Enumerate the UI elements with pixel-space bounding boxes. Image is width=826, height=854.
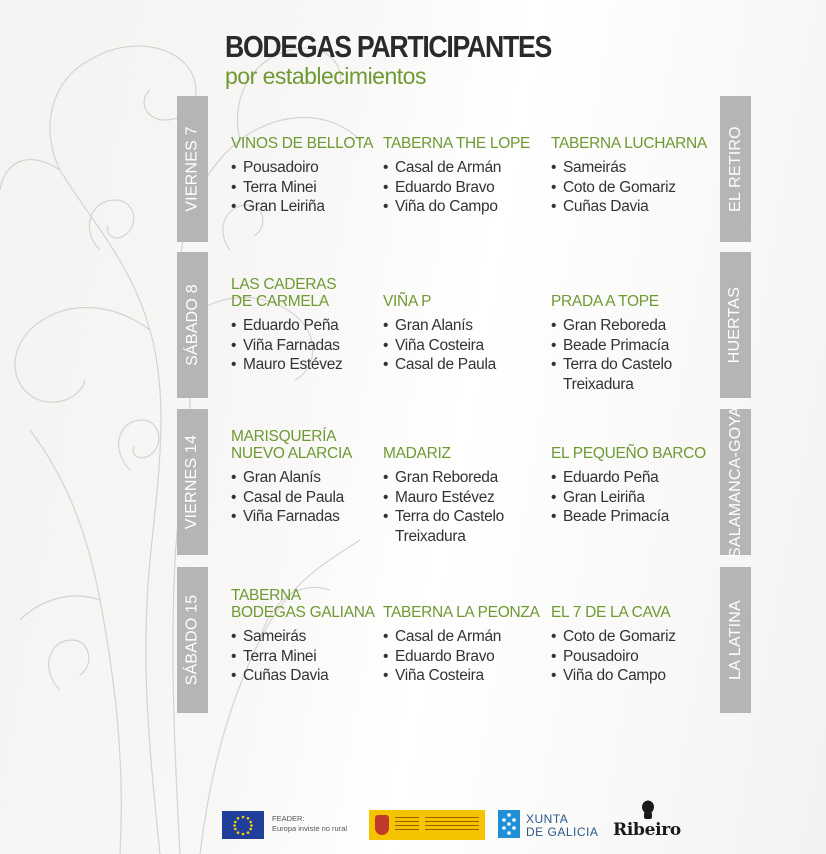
day-label: VIERNES 7	[183, 126, 201, 212]
sponsor-logos	[222, 800, 692, 844]
wine-name: • Eduardo Bravo	[395, 178, 495, 196]
venue-name-line: EL 7 DE LA CAVA	[551, 604, 671, 621]
wine-name: • Cuñas Davia	[243, 667, 329, 684]
venue-block	[551, 604, 676, 686]
venue-name-line: VIÑA P	[383, 293, 432, 310]
wine-item	[551, 647, 676, 667]
day-tab	[177, 409, 208, 555]
venue-name	[231, 587, 375, 621]
wine-item	[383, 178, 530, 198]
feader-text: FEADER: Europa inviste no rural	[272, 814, 348, 833]
district-tab	[720, 406, 751, 558]
wine-name: Treixadura	[395, 527, 466, 545]
wine-item	[231, 158, 373, 178]
venue-block	[231, 428, 352, 527]
venue-name-line: VINOS DE BELLOTA	[231, 135, 374, 152]
wine-name: • Beade Primacía	[563, 508, 670, 525]
district-label: EL RETIRO	[726, 126, 744, 212]
venue-name	[383, 293, 496, 310]
wine-item	[383, 316, 496, 336]
district-label: LA LATINA	[726, 600, 744, 680]
wine-item	[231, 316, 342, 336]
wine-name: • Terra do Castelo	[395, 508, 504, 525]
wine-list	[231, 468, 352, 527]
wine-item	[383, 647, 540, 667]
wine-name: • Viña Costeira	[395, 667, 484, 684]
venue-name-line: BODEGAS GALIANA	[231, 604, 375, 621]
wine-name: • Terra Minei	[243, 647, 317, 665]
xunta-de-galicia-text: XUNTA DE GALICIA	[526, 812, 599, 839]
venue-block	[551, 293, 672, 394]
venue-block	[383, 293, 496, 375]
venue-name-line: MARISQUERÍA	[231, 428, 337, 445]
wine-item	[231, 647, 375, 667]
wine-name: • Gran Alanís	[243, 469, 321, 486]
venue-name	[551, 604, 676, 621]
district-tab	[720, 252, 751, 398]
wine-item	[383, 355, 496, 375]
wine-name: • Coto de Gomariz	[563, 628, 676, 645]
venue-name-line: TABERNA LUCHARNA	[551, 135, 707, 152]
venue-name-line: LAS CADERAS	[231, 276, 337, 293]
district-label: HUERTAS	[726, 286, 744, 364]
wine-name: • Gran Reboreda	[563, 317, 666, 334]
wine-item	[383, 488, 504, 508]
wine-item	[231, 507, 352, 527]
wine-name: • Terra do Castelo	[563, 356, 672, 373]
wine-item	[383, 468, 504, 488]
day-label: SÁBADO 8	[183, 284, 201, 366]
wine-item	[231, 627, 375, 647]
venue-block	[383, 445, 504, 546]
wine-name: • Sameirás	[563, 159, 627, 176]
venue-name-line: PRADA A TOPE	[551, 293, 659, 310]
eu-flag-logo	[222, 811, 264, 839]
wine-name: • Gran Alanís	[395, 317, 473, 334]
wine-list	[231, 627, 375, 686]
day-tab	[177, 252, 208, 398]
wine-name: • Pousadoiro	[243, 159, 319, 176]
wine-item	[231, 355, 342, 375]
venue-name	[383, 604, 540, 621]
spanish-government-logo	[369, 810, 485, 840]
venue-name-line: TABERNA	[231, 587, 301, 604]
page-title: BODEGAS PARTICIPANTES	[225, 29, 551, 64]
page-subtitle: por establecimientos	[225, 63, 426, 89]
wine-name: • Mauro Estévez	[243, 356, 343, 373]
wine-name: • Viña do Campo	[563, 667, 666, 684]
wine-item	[383, 197, 530, 217]
coat-of-arms-icon	[375, 815, 389, 835]
venue-name-line: TABERNA LA PEONZA	[383, 604, 540, 621]
wine-list	[551, 468, 706, 527]
wine-name: • Casal de Armán	[395, 628, 502, 645]
wine-name: • Eduardo Bravo	[395, 647, 495, 665]
venue-name-line: MADARIZ	[383, 445, 451, 462]
wine-name: • Terra Minei	[243, 178, 317, 196]
wine-name: • Pousadoiro	[563, 647, 639, 665]
day-tab	[177, 567, 208, 713]
wine-name: • Coto de Gomariz	[563, 178, 676, 196]
wine-name: • Eduardo Peña	[243, 317, 339, 334]
wine-name: • Viña Farnadas	[243, 508, 340, 525]
wine-item	[383, 507, 504, 546]
district-tab	[720, 567, 751, 713]
ribeiro-wordmark: Ribeiro	[613, 820, 681, 840]
wine-item	[551, 488, 706, 508]
venue-block	[231, 587, 375, 686]
wine-item	[383, 336, 496, 356]
wine-name: • Gran Reboreda	[395, 469, 498, 486]
venue-block	[231, 276, 342, 375]
wine-name: • Gran Leiriña	[243, 198, 325, 215]
wine-list	[231, 316, 342, 375]
xunta-emblem-icon	[498, 810, 520, 838]
venue-name	[231, 135, 373, 152]
venue-name	[231, 276, 342, 310]
wine-item	[551, 355, 672, 394]
wine-name: • Viña do Campo	[395, 198, 498, 215]
wine-name: • Mauro Estévez	[395, 488, 495, 506]
wine-item	[231, 178, 373, 198]
wine-name: • Casal de Armán	[395, 159, 502, 176]
wine-list	[383, 627, 540, 686]
ribeiro-figure-icon	[640, 800, 656, 820]
district-label: SALAMANCA-GOYA	[726, 406, 744, 558]
wine-list	[383, 158, 530, 217]
wine-item	[383, 627, 540, 647]
wine-item	[551, 507, 706, 527]
day-label: SÁBADO 15	[183, 594, 201, 686]
venue-block	[383, 135, 530, 217]
wine-item	[551, 336, 672, 356]
wine-item	[231, 197, 373, 217]
wine-name: Treixadura	[563, 375, 634, 393]
wine-item	[383, 158, 530, 178]
venue-name-line: EL PEQUEÑO BARCO	[551, 445, 706, 462]
venue-name	[551, 445, 706, 462]
venue-block	[551, 135, 707, 217]
wine-name: • Cuñas Davia	[563, 198, 649, 215]
venue-block	[383, 604, 540, 686]
venue-name	[383, 135, 530, 152]
wine-item	[231, 488, 352, 508]
wine-name: • Casal de Paula	[243, 488, 344, 506]
ribeiro-logo	[613, 800, 683, 844]
wine-list	[383, 316, 496, 375]
wine-item	[231, 666, 375, 686]
venue-name	[231, 428, 352, 462]
wine-item	[551, 468, 706, 488]
wine-item	[231, 336, 342, 356]
wine-name: • Gran Leiriña	[563, 488, 645, 506]
wine-name: • Beade Primacía	[563, 336, 670, 354]
wine-name: • Sameirás	[243, 628, 307, 645]
venue-name-line: DE CARMELA	[231, 293, 329, 310]
wine-name: • Eduardo Peña	[563, 469, 659, 486]
wine-item	[551, 197, 707, 217]
day-tab	[177, 96, 208, 242]
venue-block	[551, 445, 706, 527]
wine-item	[551, 666, 676, 686]
venue-block	[231, 135, 373, 217]
wine-name: • Casal de Paula	[395, 356, 496, 373]
wine-item	[551, 158, 707, 178]
wine-item	[551, 316, 672, 336]
wine-item	[551, 627, 676, 647]
wine-item	[551, 178, 707, 198]
wine-list	[383, 468, 504, 546]
wine-list	[551, 627, 676, 686]
wine-list	[231, 158, 373, 217]
venue-name	[383, 445, 504, 462]
wine-list	[551, 158, 707, 217]
day-label: VIERNES 14	[183, 434, 201, 530]
district-tab	[720, 96, 751, 242]
wine-name: • Viña Costeira	[395, 336, 484, 354]
venue-name-line: TABERNA THE LOPE	[383, 135, 531, 152]
wine-list	[551, 316, 672, 394]
wine-name: • Viña Farnadas	[243, 336, 340, 354]
venue-name	[551, 293, 672, 310]
wine-item	[231, 468, 352, 488]
wine-item	[383, 666, 540, 686]
venue-name	[551, 135, 707, 152]
venue-name-line: NUEVO ALARCIA	[231, 445, 353, 462]
